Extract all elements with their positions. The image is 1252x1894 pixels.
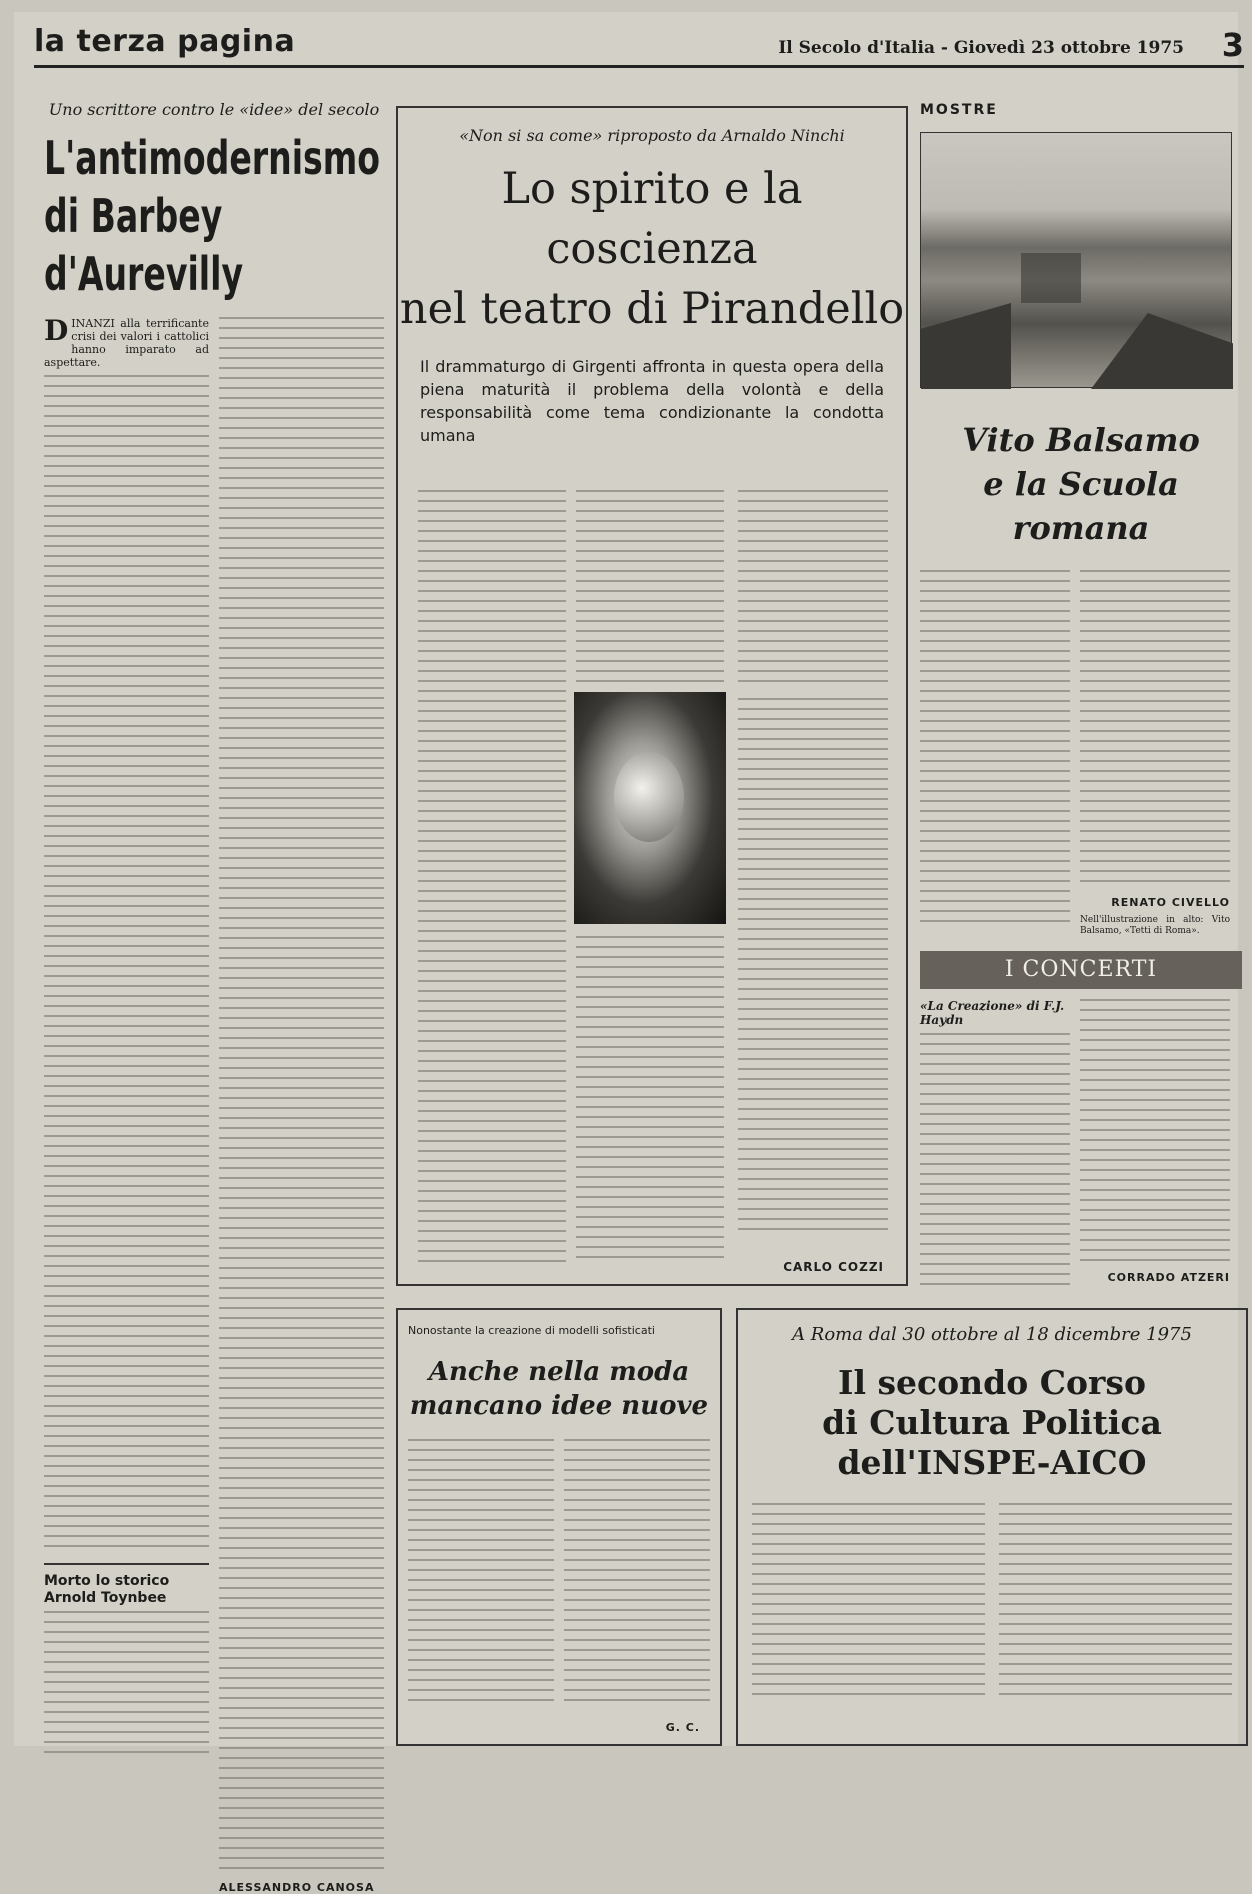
moda-kicker: Nonostante la creazione di modelli sofisticati xyxy=(408,1324,655,1337)
center-title xyxy=(398,159,906,339)
center-signature: CARLO COZZI xyxy=(783,1260,884,1274)
center-text-col2-top xyxy=(576,490,724,682)
balsamo-painting xyxy=(920,132,1232,388)
inspe-kicker: A Roma dal 30 ottobre al 18 dicembre 1975 xyxy=(792,1324,1192,1345)
inspe-title xyxy=(738,1363,1246,1483)
newspaper-page xyxy=(14,12,1244,1894)
inspe-title-line3: dell'INSPE-AICO xyxy=(837,1443,1147,1482)
center-article xyxy=(396,106,908,1286)
left-body-text-col2 xyxy=(219,317,384,1875)
inspe-title-line1: Il secondo Corso xyxy=(838,1363,1146,1402)
center-title-line1: Lo spirito e la coscienza xyxy=(501,164,803,274)
left-title xyxy=(44,129,382,303)
moda-text-col2 xyxy=(564,1439,710,1709)
left-title-line2: di Barbey d'Aurevilly xyxy=(44,189,244,301)
concerti-kicker: «La Creazione» di F.J. Haydn xyxy=(920,999,1065,1027)
left-body-col1 xyxy=(44,314,209,1894)
moda-body xyxy=(408,1439,710,1709)
toynbee-box xyxy=(44,1563,209,1761)
center-text-col1 xyxy=(418,490,566,1266)
left-kicker: Uno scrittore contro le «idee» del secolo xyxy=(48,100,380,119)
moda-title xyxy=(398,1355,720,1423)
moda-signature: G. C. xyxy=(665,1721,700,1734)
painting-building xyxy=(1021,253,1081,303)
left-lead xyxy=(44,314,209,369)
moda-text-col1 xyxy=(408,1439,554,1709)
concerti-col1 xyxy=(920,999,1070,1289)
toynbee-subhead: Morto lo storico Arnold Toynbee xyxy=(44,1573,170,1606)
mostre-text-col1 xyxy=(920,570,1070,930)
center-kicker: «Non si sa come» riproposto da Arnaldo Ninchi xyxy=(459,126,845,145)
section-title: la terza pagina xyxy=(34,24,296,59)
mostre-label: MOSTRE xyxy=(920,102,998,118)
center-text-col3-top xyxy=(738,490,888,690)
concerti-text-col1 xyxy=(920,1033,1070,1289)
painting-roof-right xyxy=(1091,313,1233,389)
mostre-title-line1: Vito Balsamo xyxy=(962,421,1200,459)
left-dropcap: D xyxy=(44,314,69,347)
concerti-header: I CONCERTI xyxy=(920,951,1242,989)
left-signature: ALESSANDRO CANOSA xyxy=(219,1881,375,1894)
left-title-line1: L'antimodernismo xyxy=(44,131,381,185)
inspe-body xyxy=(752,1503,1232,1703)
moda-title-line2: mancano idee nuove xyxy=(409,1391,709,1421)
page-number: 3 xyxy=(1221,26,1244,64)
concerti-col2 xyxy=(1080,999,1230,1289)
dateline: Il Secolo d'Italia - Giovedì 23 ottobre 1975 xyxy=(778,38,1184,58)
moda-article xyxy=(396,1308,722,1746)
center-subtitle: Il drammaturgo di Girgenti affronta in questa opera della piena maturità il problema della volontà e della responsabilità come tema condizionante la condotta umana xyxy=(420,357,884,445)
left-body-columns xyxy=(44,314,384,1894)
moda-title-line1: Anche nella moda xyxy=(428,1357,690,1387)
center-title-line2: nel teatro di Pirandello xyxy=(399,284,905,334)
concerti-text-col2 xyxy=(1080,999,1230,1265)
inspe-text-col2 xyxy=(999,1503,1232,1703)
right-column xyxy=(920,102,1242,1289)
pirandello-photo xyxy=(574,692,726,924)
left-article xyxy=(44,100,384,1894)
mostre-title xyxy=(920,418,1242,550)
mostre-signature: RENATO CIVELLO xyxy=(1111,896,1230,909)
inspe-text-col1 xyxy=(752,1503,985,1703)
photo-portrait xyxy=(614,752,684,842)
toynbee-text xyxy=(44,1611,209,1761)
concerti-body xyxy=(920,999,1242,1289)
mostre-caption: Nell'illustrazione in alto: Vito Balsamo, «Tetti di Roma». xyxy=(1080,915,1230,936)
left-body-col2 xyxy=(219,317,384,1894)
mostre-text-col2 xyxy=(1080,570,1230,888)
concerti-signature: CORRADO ATZERI xyxy=(1107,1271,1230,1284)
center-text-col2-bottom xyxy=(576,936,724,1266)
mostre-title-line2: e la Scuola romana xyxy=(983,465,1179,547)
masthead xyxy=(34,24,1244,68)
left-lead-text: INANZI alla terrificante crisi dei valori i cattolici hanno imparato ad aspettare. xyxy=(44,317,209,369)
center-text-col3 xyxy=(738,698,888,1238)
inspe-title-line2: di Cultura Politica xyxy=(822,1403,1162,1442)
mostre-body xyxy=(920,570,1242,937)
painting-roof-left xyxy=(921,303,1011,389)
inspe-article xyxy=(736,1308,1248,1746)
left-body-text-col1 xyxy=(44,375,209,1555)
mostre-col2 xyxy=(1080,570,1230,937)
